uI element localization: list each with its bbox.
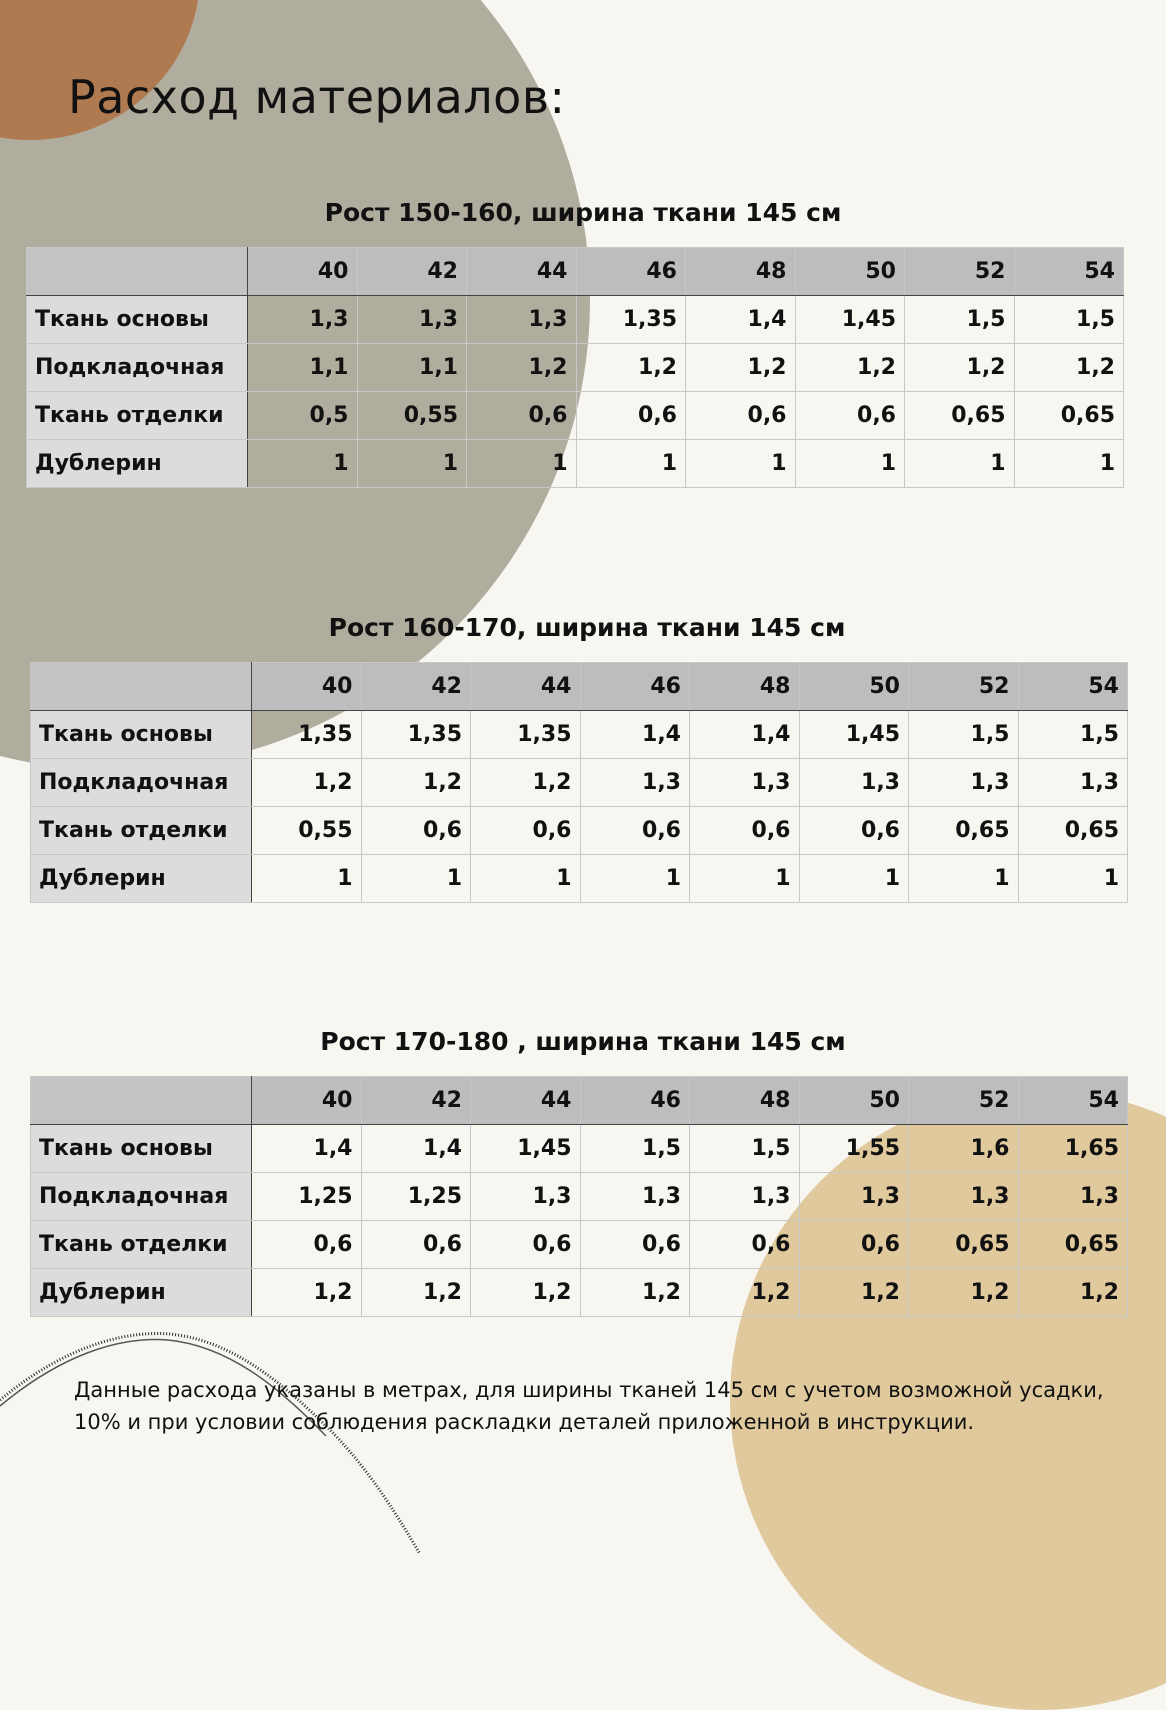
amount-cell: 1: [248, 440, 358, 488]
amount-cell: 1,3: [248, 296, 358, 344]
amount-cell: 1: [357, 440, 467, 488]
amount-cell: 1,3: [690, 1173, 800, 1221]
size-header-cell: 46: [576, 248, 686, 296]
material-label-cell: Подкладочная: [31, 759, 252, 807]
footnote: Данные расхода указаны в метрах, для ширины тканей 145 см с учетом возможной усадки, 10% и при условии соблюдения раскладки деталей приложенной в инструкции.: [74, 1378, 1104, 1434]
amount-cell: 0,55: [357, 392, 467, 440]
size-header-cell: 40: [248, 248, 358, 296]
amount-cell: 0,5: [248, 392, 358, 440]
amount-cell: 1,5: [1014, 296, 1124, 344]
amount-cell: 1,25: [252, 1173, 362, 1221]
amount-cell: 1,2: [361, 759, 471, 807]
amount-cell: 1,3: [690, 759, 800, 807]
amount-cell: 1,3: [471, 1173, 581, 1221]
table-header-row: [27, 248, 1124, 296]
amount-cell: 0,65: [905, 392, 1015, 440]
amount-cell: 1,1: [357, 344, 467, 392]
amount-cell: 1,25: [361, 1173, 471, 1221]
size-header-cell: 50: [799, 1077, 909, 1125]
amount-cell: 0,65: [1018, 1221, 1128, 1269]
amount-cell: 0,6: [467, 392, 577, 440]
material-label-cell: Ткань основы: [31, 711, 252, 759]
amount-cell: 1,3: [909, 1173, 1019, 1221]
amount-cell: 1: [799, 855, 909, 903]
amount-cell: 1,2: [471, 1269, 581, 1317]
size-header-cell: 54: [1018, 1077, 1128, 1125]
amount-cell: 1,4: [361, 1125, 471, 1173]
amount-cell: 0,65: [1018, 807, 1128, 855]
table-row: [31, 855, 1128, 903]
amount-cell: 0,6: [580, 807, 690, 855]
amount-cell: 1,45: [799, 711, 909, 759]
table-corner-cell: [31, 1077, 252, 1125]
amount-cell: 1,3: [1018, 759, 1128, 807]
amount-cell: 1: [580, 855, 690, 903]
amount-cell: 0,6: [576, 392, 686, 440]
amount-cell: 1,3: [467, 296, 577, 344]
amount-cell: 1,2: [471, 759, 581, 807]
table-title: Рост 160-170, ширина ткани 145 см: [328, 613, 846, 642]
amount-cell: 0,6: [690, 1221, 800, 1269]
amount-cell: 1,2: [795, 344, 905, 392]
table-corner-cell: [31, 663, 252, 711]
amount-cell: 1,35: [361, 711, 471, 759]
size-header-cell: 54: [1014, 248, 1124, 296]
amount-cell: 1,3: [799, 759, 909, 807]
amount-cell: 1,2: [909, 1269, 1019, 1317]
table-row: [31, 1221, 1128, 1269]
amount-cell: 1,35: [471, 711, 581, 759]
amount-cell: 1,3: [580, 1173, 690, 1221]
amount-cell: 0,6: [252, 1221, 362, 1269]
amount-cell: 1,2: [1018, 1269, 1128, 1317]
amount-cell: 1,45: [471, 1125, 581, 1173]
size-header-cell: 40: [252, 663, 362, 711]
size-header-cell: 54: [1018, 663, 1128, 711]
amount-cell: 1: [1014, 440, 1124, 488]
amount-cell: 1: [909, 855, 1019, 903]
material-label-cell: Дублерин: [27, 440, 248, 488]
table-row: [31, 1269, 1128, 1317]
amount-cell: 1: [795, 440, 905, 488]
size-header-cell: 48: [686, 248, 796, 296]
amount-cell: 0,6: [795, 392, 905, 440]
size-header-cell: 48: [690, 663, 800, 711]
table-row: [31, 1125, 1128, 1173]
size-header-cell: 48: [690, 1077, 800, 1125]
page-title: Расход материалов:: [68, 70, 566, 124]
amount-cell: 1: [467, 440, 577, 488]
amount-cell: 0,6: [471, 807, 581, 855]
amount-cell: 1,45: [795, 296, 905, 344]
amount-cell: 0,65: [909, 1221, 1019, 1269]
amount-cell: 1,5: [580, 1125, 690, 1173]
material-label-cell: Дублерин: [31, 855, 252, 903]
amount-cell: 0,6: [361, 1221, 471, 1269]
size-header-cell: 50: [795, 248, 905, 296]
amount-cell: 1,2: [690, 1269, 800, 1317]
amount-cell: 1,6: [909, 1125, 1019, 1173]
amount-cell: 1,2: [799, 1269, 909, 1317]
material-label-cell: Ткань отделки: [27, 392, 248, 440]
material-label-cell: Ткань основы: [27, 296, 248, 344]
amount-cell: 0,65: [1014, 392, 1124, 440]
amount-cell: 1,3: [909, 759, 1019, 807]
size-header-cell: 52: [909, 1077, 1019, 1125]
amount-cell: 1: [690, 855, 800, 903]
amount-cell: 0,55: [252, 807, 362, 855]
amount-cell: 0,6: [686, 392, 796, 440]
materials-table: [30, 662, 1128, 903]
table-row: [31, 759, 1128, 807]
size-header-cell: 40: [252, 1077, 362, 1125]
table-title: Рост 170-180 , ширина ткани 145 см: [320, 1027, 846, 1056]
size-header-cell: 46: [580, 663, 690, 711]
amount-cell: 1: [361, 855, 471, 903]
amount-cell: 1: [686, 440, 796, 488]
size-header-cell: 42: [361, 663, 471, 711]
amount-cell: 1,4: [580, 711, 690, 759]
amount-cell: 1,65: [1018, 1125, 1128, 1173]
table-row: [31, 711, 1128, 759]
table-header-row: [31, 1077, 1128, 1125]
table-row: [31, 807, 1128, 855]
amount-cell: 0,6: [799, 1221, 909, 1269]
materials-table: [30, 1076, 1128, 1317]
amount-cell: 0,6: [471, 1221, 581, 1269]
amount-cell: 1: [252, 855, 362, 903]
amount-cell: 1,5: [905, 296, 1015, 344]
amount-cell: 1,5: [1018, 711, 1128, 759]
size-header-cell: 52: [905, 248, 1015, 296]
amount-cell: 1,2: [361, 1269, 471, 1317]
amount-cell: 1,3: [1018, 1173, 1128, 1221]
table-row: [31, 1173, 1128, 1221]
amount-cell: 0,6: [799, 807, 909, 855]
amount-cell: 1,4: [690, 711, 800, 759]
amount-cell: 1: [576, 440, 686, 488]
amount-cell: 1,2: [580, 1269, 690, 1317]
table-title: Рост 150-160, ширина ткани 145 см: [324, 198, 842, 227]
table-row: [27, 344, 1124, 392]
amount-cell: 1: [471, 855, 581, 903]
amount-cell: 1,2: [252, 1269, 362, 1317]
size-header-cell: 46: [580, 1077, 690, 1125]
material-label-cell: Ткань отделки: [31, 1221, 252, 1269]
amount-cell: 1,1: [248, 344, 358, 392]
table-row: [27, 392, 1124, 440]
table-header-row: [31, 663, 1128, 711]
size-header-cell: 52: [909, 663, 1019, 711]
material-label-cell: Ткань отделки: [31, 807, 252, 855]
amount-cell: 0,6: [361, 807, 471, 855]
amount-cell: 1,4: [686, 296, 796, 344]
size-header-cell: 50: [799, 663, 909, 711]
amount-cell: 1,2: [252, 759, 362, 807]
size-header-cell: 44: [467, 248, 577, 296]
amount-cell: 1,2: [467, 344, 577, 392]
materials-table: [26, 247, 1124, 488]
amount-cell: 1,2: [576, 344, 686, 392]
amount-cell: 0,65: [909, 807, 1019, 855]
amount-cell: 0,6: [690, 807, 800, 855]
table-corner-cell: [27, 248, 248, 296]
amount-cell: 1,2: [905, 344, 1015, 392]
amount-cell: 1,2: [686, 344, 796, 392]
material-label-cell: Ткань основы: [31, 1125, 252, 1173]
amount-cell: 1,3: [580, 759, 690, 807]
amount-cell: 1: [905, 440, 1015, 488]
amount-cell: 1,4: [252, 1125, 362, 1173]
amount-cell: 0,6: [580, 1221, 690, 1269]
amount-cell: 1,3: [799, 1173, 909, 1221]
material-label-cell: Подкладочная: [31, 1173, 252, 1221]
size-header-cell: 42: [357, 248, 467, 296]
material-label-cell: Дублерин: [31, 1269, 252, 1317]
amount-cell: 1,35: [576, 296, 686, 344]
table-row: [27, 296, 1124, 344]
table-row: [27, 440, 1124, 488]
amount-cell: 1,3: [357, 296, 467, 344]
amount-cell: 1,35: [252, 711, 362, 759]
amount-cell: 1,55: [799, 1125, 909, 1173]
amount-cell: 1: [1018, 855, 1128, 903]
material-label-cell: Подкладочная: [27, 344, 248, 392]
amount-cell: 1,2: [1014, 344, 1124, 392]
size-header-cell: 42: [361, 1077, 471, 1125]
size-header-cell: 44: [471, 1077, 581, 1125]
amount-cell: 1,5: [690, 1125, 800, 1173]
amount-cell: 1,5: [909, 711, 1019, 759]
size-header-cell: 44: [471, 663, 581, 711]
